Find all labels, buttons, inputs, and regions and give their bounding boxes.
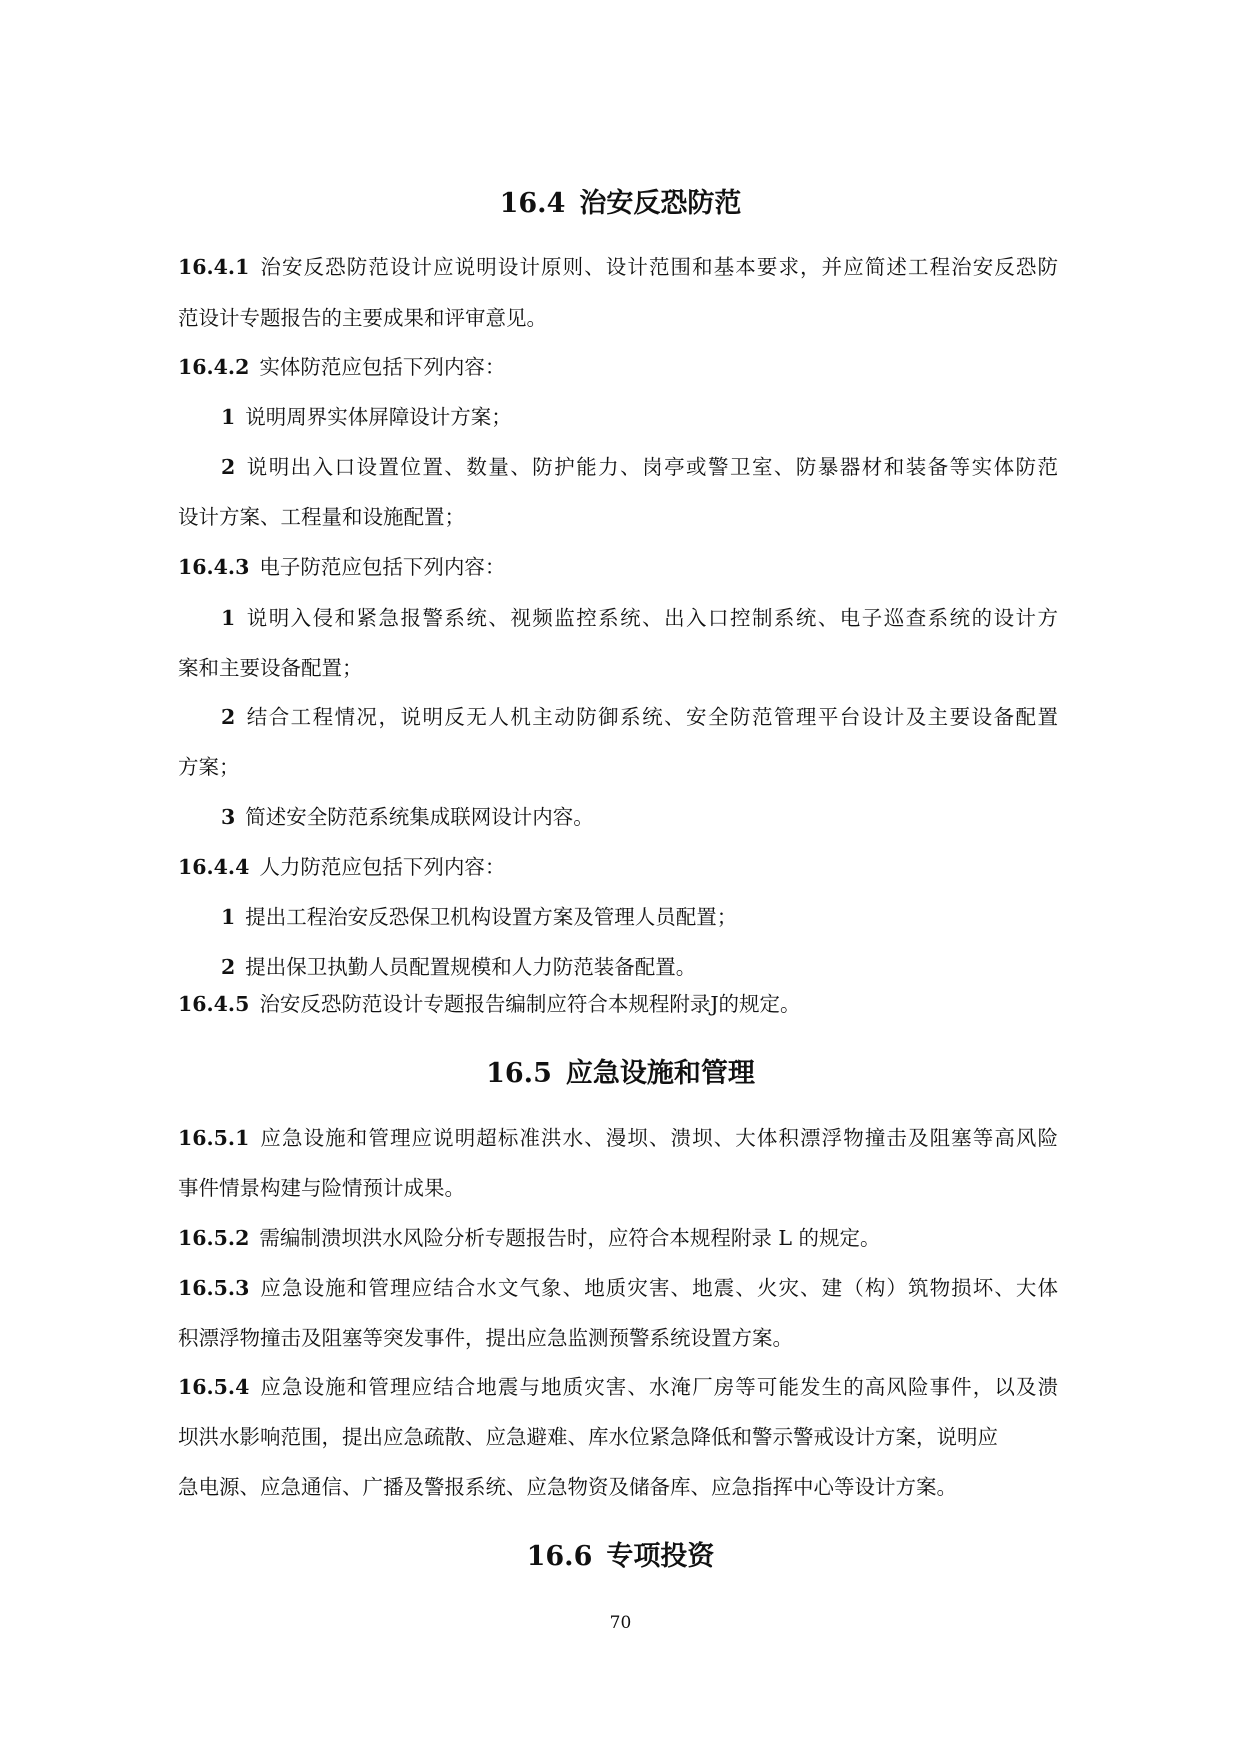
clause-number: 16.4.3: [178, 555, 250, 579]
clause-16-5-3-line-2: 积漂浮物撞击及阻塞等突发事件，提出应急监测预警系统设置方案。: [178, 1326, 793, 1350]
clause-16-5-1-line-1: [178, 1124, 1058, 1152]
list-item: [221, 403, 1058, 431]
clause-number: 16.4.1: [178, 255, 250, 279]
item-text: 说明入侵和紧急报警系统、视频监控系统、出入口控制系统、电子巡查系统的设计方: [245, 606, 1058, 630]
clause-number: 16.4.2: [178, 355, 250, 379]
clause-16-5-4-line-1: [178, 1373, 1058, 1401]
section-title: 应急设施和管理: [565, 1058, 755, 1089]
clause-number: 16.5.2: [178, 1226, 250, 1250]
list-item-continuation: 设计方案、工程量和设施配置；: [178, 505, 465, 529]
clause-text: 应急设施和管理应结合地震与地质灾害、水淹厂房等可能发生的高风险事件，以及溃: [259, 1375, 1058, 1399]
item-text: 提出保卫执勤人员配置规模和人力防范装备配置。: [245, 955, 697, 979]
item-number: 2: [221, 955, 236, 979]
section-title: 专项投资: [606, 1541, 715, 1572]
section-heading-16-6: [0, 1540, 1241, 1574]
clause-16-5-2: [178, 1224, 1058, 1252]
clause-16-4-4: [178, 853, 1058, 881]
section-number: 16.4: [499, 188, 566, 219]
clause-number: 16.4.5: [178, 992, 250, 1016]
clause-number: 16.5.3: [178, 1276, 250, 1300]
list-item: [221, 604, 1058, 632]
item-number: 1: [221, 905, 236, 929]
clause-text: 治安反恐防范设计专题报告编制应符合本规程附录J的规定。: [259, 992, 801, 1016]
list-item: [221, 953, 1058, 981]
item-number: 1: [221, 405, 236, 429]
page-number: 70: [609, 1613, 632, 1633]
item-number: 3: [221, 805, 236, 829]
list-item: [221, 903, 1058, 931]
list-item-continuation: 方案；: [178, 755, 240, 779]
clause-text: 电子防范应包括下列内容：: [259, 555, 506, 579]
clause-number: 16.5.1: [178, 1126, 250, 1150]
list-item: [221, 803, 1058, 831]
clause-16-4-2: [178, 353, 1058, 381]
clause-16-5-4-line-3: 急电源、应急通信、广播及警报系统、应急物资及储备库、应急指挥中心等设计方案。: [178, 1475, 957, 1499]
section-number: 16.5: [486, 1058, 552, 1089]
clause-number: 16.4.4: [178, 855, 250, 879]
section-title: 治安反恐防范: [579, 188, 742, 219]
section-heading-16-5: [0, 1057, 1241, 1091]
clause-16-5-3-line-1: [178, 1274, 1058, 1302]
item-number: 1: [221, 606, 236, 630]
clause-text: 应急设施和管理应结合水文气象、地质灾害、地震、火灾、建（构）筑物损坏、大体: [259, 1276, 1058, 1300]
clause-text: 需编制溃坝洪水风险分析专题报告时，应符合本规程附录 L 的规定。: [259, 1226, 881, 1250]
item-text: 说明周界实体屏障设计方案；: [245, 405, 512, 429]
list-item: [221, 453, 1058, 481]
list-item-continuation: 案和主要设备配置；: [178, 656, 363, 680]
item-number: 2: [221, 705, 236, 729]
clause-16-4-3: [178, 553, 1058, 581]
clause-16-4-1-line-1: [178, 253, 1058, 281]
clause-16-4-1-line-2: 范设计专题报告的主要成果和评审意见。: [178, 306, 547, 330]
clause-text: 人力防范应包括下列内容：: [259, 855, 506, 879]
item-text: 说明出入口设置位置、数量、防护能力、岗亭或警卫室、防暴器材和装备等实体防范: [245, 455, 1058, 479]
clause-text: 应急设施和管理应说明超标准洪水、漫坝、溃坝、大体积漂浮物撞击及阻塞等高风险: [259, 1126, 1058, 1150]
item-text: 简述安全防范系统集成联网设计内容。: [245, 805, 594, 829]
clause-16-4-5: [178, 990, 1058, 1018]
item-text: 结合工程情况，说明反无人机主动防御系统、安全防范管理平台设计及主要设备配置: [245, 705, 1058, 729]
item-number: 2: [221, 455, 236, 479]
section-heading-16-4: [0, 187, 1241, 221]
clause-text: 治安反恐防范设计应说明设计原则、设计范围和基本要求，并应简述工程治安反恐防: [259, 255, 1058, 279]
clause-16-5-1-line-2: 事件情景构建与险情预计成果。: [178, 1176, 465, 1200]
item-text: 提出工程治安反恐保卫机构设置方案及管理人员配置；: [245, 905, 738, 929]
list-item: [221, 703, 1058, 731]
clause-text: 实体防范应包括下列内容：: [259, 355, 506, 379]
section-number: 16.6: [526, 1541, 593, 1572]
clause-number: 16.5.4: [178, 1375, 250, 1399]
clause-16-5-4-line-2: 坝洪水影响范围，提出应急疏散、应急避难、库水位紧急降低和警示警戒设计方案，说明应: [178, 1425, 998, 1449]
